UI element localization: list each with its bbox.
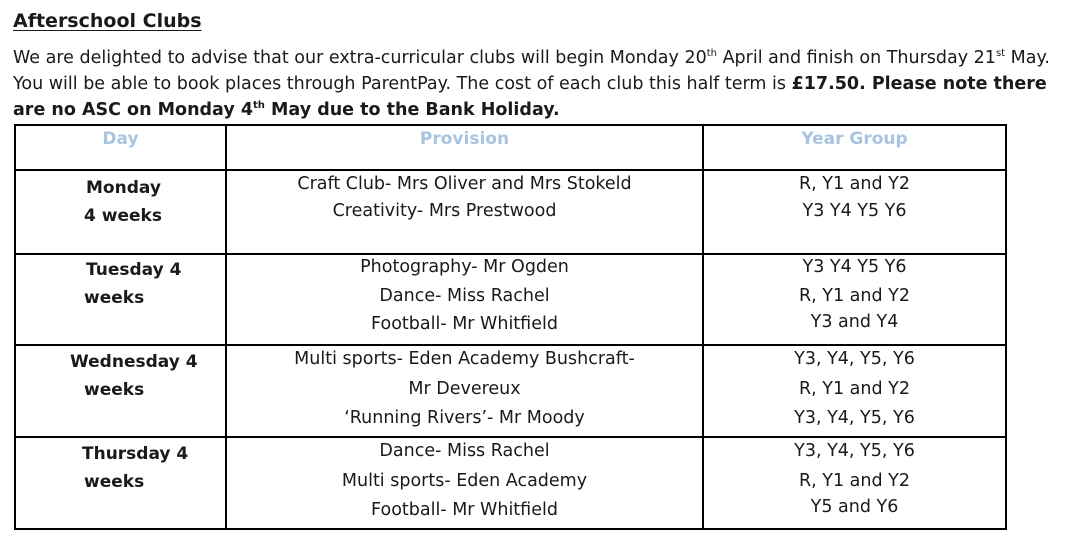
- row-thursday-years: [704, 441, 1005, 527]
- intro-sup-3: th: [253, 100, 265, 112]
- intro-note-2: May due to the Bank Holiday.: [264, 100, 560, 120]
- intro-note-1: Please note there are no ASC on Monday 4: [13, 74, 1047, 120]
- row-wednesday-years: [704, 349, 1005, 435]
- day-duration: weeks: [84, 380, 145, 400]
- year-group-item: Y3, Y4, Y5, Y6: [794, 408, 915, 428]
- intro-sup-1: th: [706, 48, 717, 60]
- year-group-item: Y5 and Y6: [810, 497, 899, 517]
- table-border-bottom: [14, 528, 1007, 530]
- day-duration: weeks: [84, 472, 145, 492]
- row-thursday-provision: [227, 441, 702, 527]
- page-title: Afterschool Clubs: [13, 10, 202, 32]
- provision-item: Football- Mr Whitfield: [371, 500, 558, 520]
- year-group-item: R, Y1 and Y2: [799, 379, 910, 399]
- provision-item: Dance- Miss Rachel: [379, 441, 550, 461]
- year-group-item: Y3, Y4, Y5, Y6: [794, 349, 915, 369]
- day-label: Wednesday 4: [70, 352, 198, 372]
- day-duration: 4 weeks: [84, 206, 162, 226]
- day-label: Tuesday 4: [86, 260, 182, 280]
- table-border-top: [14, 124, 1007, 126]
- year-group-item: R, Y1 and Y2: [799, 471, 910, 491]
- provision-item: Dance- Miss Rachel: [379, 286, 550, 306]
- day-label: Monday: [86, 178, 161, 198]
- intro-text-2: April and finish on Thursday 21: [717, 48, 996, 68]
- intro-cost: £17.50.: [791, 74, 866, 94]
- header-provision: Provision: [419, 129, 510, 149]
- year-group-item: R, Y1 and Y2: [799, 174, 910, 194]
- intro-text-3: May. You will be able to book places through ParentPay. The cost of each club this half term is: [13, 48, 1050, 94]
- table-border-right: [1005, 124, 1007, 530]
- provision-item: Multi sports- Eden Academy Bushcraft-: [294, 349, 635, 369]
- day-label: Thursday 4: [82, 444, 189, 464]
- row-tuesday-day: [16, 256, 225, 312]
- header-day: Day: [102, 129, 139, 149]
- row-thursday-day: [16, 440, 225, 496]
- provision-item: Creativity- Mrs Prestwood: [332, 201, 557, 221]
- intro-sup-2: st: [995, 48, 1006, 60]
- row-tuesday-years: [704, 257, 1005, 343]
- row-wednesday-provision: [227, 349, 702, 435]
- year-group-item: R, Y1 and Y2: [799, 286, 910, 306]
- provision-item: Photography- Mr Ogden: [360, 257, 569, 277]
- year-group-item: Y3 and Y4: [810, 312, 899, 332]
- row-wednesday-day: [16, 348, 225, 404]
- table-rule-header: [14, 169, 1007, 171]
- year-group-item: Y3 Y4 Y5 Y6: [802, 257, 907, 277]
- row-tuesday-provision: [227, 257, 702, 343]
- provision-item: Multi sports- Eden Academy: [341, 471, 588, 491]
- day-duration: weeks: [84, 288, 145, 308]
- provision-item: Football- Mr Whitfield: [371, 314, 558, 334]
- table-rule-row2: [14, 344, 1007, 346]
- year-group-item: Y3 Y4 Y5 Y6: [802, 201, 907, 221]
- intro-text-1: We are delighted to advise that our extra-curricular clubs will begin Monday 20: [13, 48, 707, 68]
- header-year-group: Year Group: [801, 129, 908, 149]
- provision-item: Craft Club- Mrs Oliver and Mrs Stokeld: [297, 174, 632, 194]
- table-rule-row3: [14, 436, 1007, 438]
- provision-item: ‘Running Rivers’- Mr Moody: [344, 408, 585, 428]
- provision-item: Mr Devereux: [408, 379, 521, 399]
- row-monday-provision: [227, 174, 702, 254]
- row-monday-years: [704, 174, 1005, 254]
- year-group-item: Y3, Y4, Y5, Y6: [794, 441, 915, 461]
